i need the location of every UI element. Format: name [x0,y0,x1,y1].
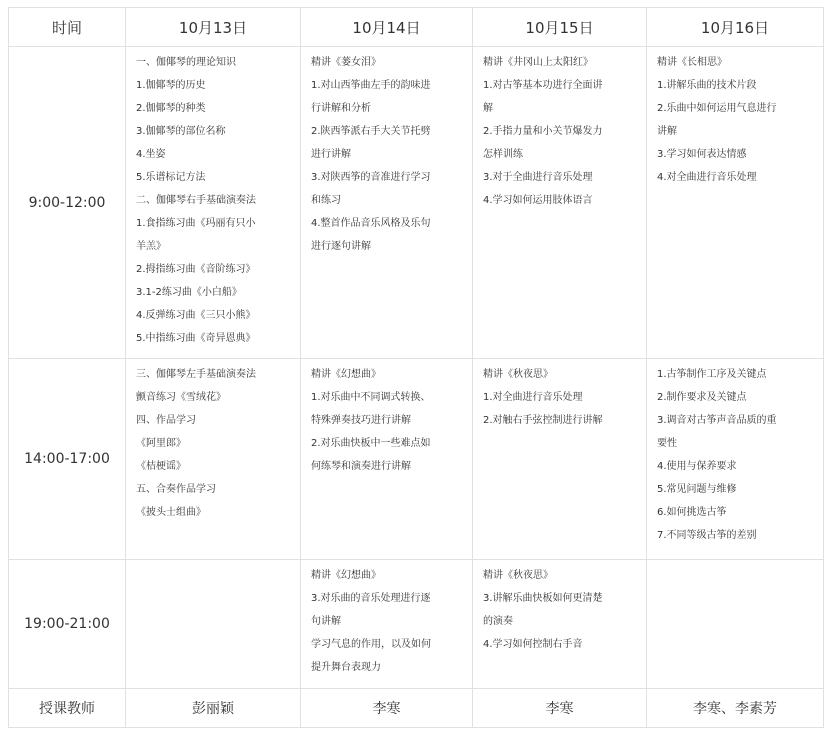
session-line: 进行逐句讲解 [311,241,371,252]
session-line: 句讲解 [311,616,341,627]
session-line: 3.1-2练习曲《小白船》 [136,287,242,298]
session-line: 四、作品学习 [136,415,196,426]
header-day-2: 10月14日 [301,8,473,47]
session-cell [473,560,647,689]
session-line: 1.对山西筝曲左手的韵味进 [311,80,431,91]
session-line: 3.对于全曲进行音乐处理 [483,172,593,183]
session-cell [647,560,824,689]
schedule-row-morning [9,47,824,359]
session-line: 2.对触右手弦控制进行讲解 [483,415,603,426]
session-line: 《阿里郎》 [136,438,186,449]
header-day-3: 10月15日 [473,8,647,47]
session-line: 1.伽倻琴的历史 [136,80,206,91]
session-line: 4.使用与保养要求 [657,461,737,472]
session-line: 学习气息的作用，以及如何 [311,639,431,650]
session-line: 3.对乐曲的音乐处理进行逐 [311,593,431,604]
schedule-table [8,7,824,728]
session-line: 3.伽倻琴的部位名称 [136,126,226,137]
session-line: 1.古筝制作工序及关键点 [657,369,767,380]
header-day-4: 10月16日 [647,8,824,47]
teacher-row [9,689,824,728]
session-line: 2.对乐曲快板中一些难点如 [311,438,431,449]
session-line: 4.学习如何运用肢体语言 [483,195,593,206]
session-line: 3.调音对古筝声音品质的重 [657,415,777,426]
session-line: 1.对古筝基本功进行全面讲 [483,80,603,91]
session-line: 2.乐曲中如何运用气息进行 [657,103,777,114]
session-line: 3.讲解乐曲快板如何更清楚 [483,593,603,604]
session-line: 《桔梗谣》 [136,461,186,472]
session-cell [301,47,473,359]
session-line: 4.学习如何控制右手音 [483,639,583,650]
session-line: 何练琴和演奏进行讲解 [311,461,411,472]
session-line: 4.对全曲进行音乐处理 [657,172,757,183]
schedule-row-evening [9,560,824,689]
session-cell [473,47,647,359]
session-line: 1.讲解乐曲的技术片段 [657,80,757,91]
session-line: 5.常见问题与维修 [657,484,737,495]
session-line: 讲解 [657,126,677,137]
session-line: 2.手指力量和小关节爆发力 [483,126,603,137]
session-line: 一、伽倻琴的理论知识 [136,57,236,68]
session-line: 精讲《蒌女泪》 [311,57,381,68]
session-cell [301,359,473,560]
session-line: 2.拇指练习曲《音阶练习》 [136,264,256,275]
teacher-name: 李寒、李素芳 [647,689,824,728]
session-line: 行讲解和分析 [311,103,371,114]
session-line: 要性 [657,438,677,449]
time-slot: 14:00-17:00 [9,359,126,560]
session-line: 和练习 [311,195,341,206]
session-cell [647,359,824,560]
session-line: 精讲《井冈山上太阳红》 [483,57,593,68]
session-cell [647,47,824,359]
session-line: 4.坐姿 [136,149,166,160]
schedule-row-afternoon [9,359,824,560]
session-line: 颤音练习《雪绒花》 [136,392,226,403]
session-cell [126,359,301,560]
session-line: 1.食指练习曲《玛丽有只小 [136,218,256,229]
session-line: 6.如何挑选古筝 [657,507,727,518]
session-line: 4.反弹练习曲《三只小熊》 [136,310,256,321]
session-line: 进行讲解 [311,149,351,160]
header-time: 时间 [9,8,126,47]
session-line: 提升舞台表现力 [311,662,381,673]
session-line: 五、合奏作品学习 [136,484,216,495]
session-line: 羊羔》 [136,241,166,252]
session-line: 《披头士组曲》 [136,507,206,518]
header-day-1: 10月13日 [126,8,301,47]
session-line: 2.制作要求及关键点 [657,392,747,403]
session-line: 7.不同等级古筝的差别 [657,530,757,541]
session-line: 精讲《秋夜思》 [483,570,553,581]
time-slot: 9:00-12:00 [9,47,126,359]
time-slot: 19:00-21:00 [9,560,126,689]
teacher-name: 李寒 [473,689,647,728]
session-line: 精讲《幻想曲》 [311,570,381,581]
session-line: 精讲《幻想曲》 [311,369,381,380]
session-cell [126,47,301,359]
session-cell [301,560,473,689]
session-line: 二、伽倻琴右手基础演奏法 [136,195,256,206]
session-line: 怎样训练 [483,149,523,160]
session-line: 1.对乐曲中不同调式转换、 [311,392,431,403]
session-line: 2.陕西筝派右手大关节托劈 [311,126,431,137]
session-line: 解 [483,103,493,114]
teacher-name: 李寒 [301,689,473,728]
session-cell [126,560,301,689]
header-row [9,8,824,47]
session-line: 5.中指练习曲《奇异恩典》 [136,333,256,344]
session-line: 3.学习如何表达情感 [657,149,747,160]
session-line: 4.整首作品音乐风格及乐句 [311,218,431,229]
session-cell [473,359,647,560]
session-line: 精讲《秋夜思》 [483,369,553,380]
session-line: 精讲《长相思》 [657,57,727,68]
session-line: 的演奏 [483,616,513,627]
session-line: 特殊弹奏技巧进行讲解 [311,415,411,426]
teacher-label: 授课教师 [9,689,126,728]
teacher-name: 彭丽颖 [126,689,301,728]
session-line: 5.乐谱标记方法 [136,172,206,183]
session-line: 三、伽倻琴左手基础演奏法 [136,369,256,380]
session-line: 1.对全曲进行音乐处理 [483,392,583,403]
session-line: 3.对陕西筝的音准进行学习 [311,172,431,183]
session-line: 2.伽倻琴的种类 [136,103,206,114]
